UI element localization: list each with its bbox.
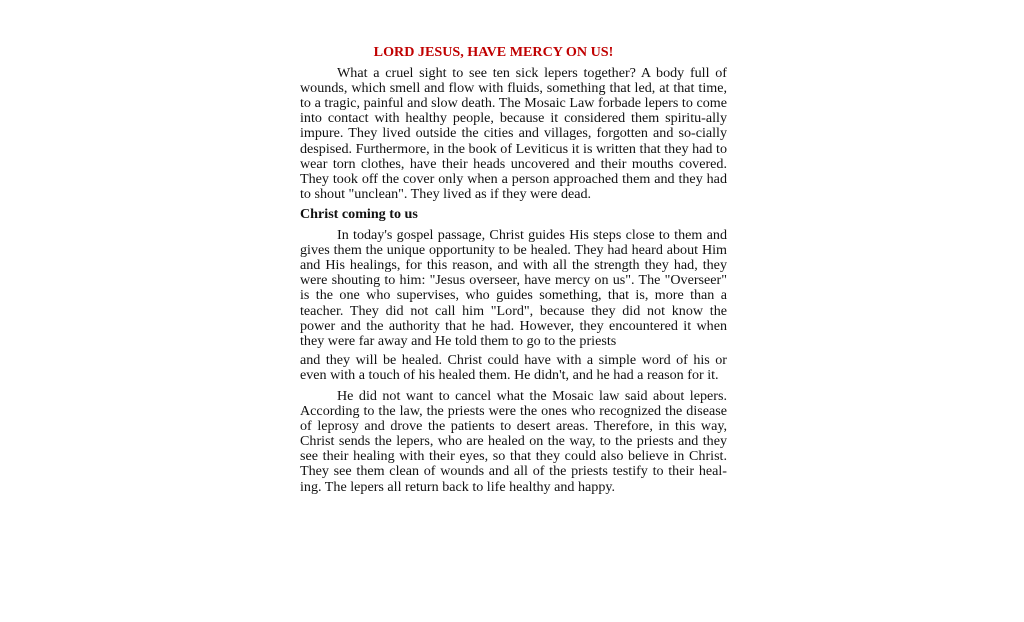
document-page bbox=[300, 45, 727, 495]
paragraph-intro: What a cruel sight to see ten sick lepers together? A body full of wounds, which smell and flow with fluids, something that led, at that time, to a tragic, painful and slow death. The Mosaic Law forbade lepers to come into contact with healthy people, because it considered them spiritu-ally impure. They lived outside the cities and villages, forgotten and so-cially despised. Furthermore, in the book of Leviticus it is written that they had to wear torn clothes, have their heads uncovered and their mouths covered. They took off the cover only when a person approached them and they had to shout "unclean". They lived as if they were dead. bbox=[300, 65, 727, 202]
page-title: LORD JESUS, HAVE MERCY ON US! bbox=[373, 44, 614, 60]
paragraph-continuation: and they will be healed. Christ could have with a simple word of his or even with a touch of his healed them. He didn't, and he had a reason for it. bbox=[300, 351, 727, 383]
paragraph-gospel: In today's gospel passage, Christ guides His steps close to them and gives them the unique opportunity to be healed. They had heard about Him and His healings, for this reason, and with all the strength they had, they were shouting to him: "Jesus overseer, have mercy on us". The "Overseer" is the one who supervises, who guides something, that is, more than a teacher. They did not call him "Lord", because they did not know the power and the authority that he had. However, they encountered it when they were far away and He told them to go to the priests bbox=[300, 227, 727, 349]
section-heading: Christ coming to us bbox=[300, 205, 418, 222]
paragraph-mosaic-law: He did not want to cancel what the Mosaic law said about lepers. According to the law, the priests were the ones who recognized the disease of leprosy and drove the patients to desert areas. Therefore, in this way, Christ sends the lepers, who are healed on the way, to the priests and they see their healing with their eyes, so that they could also believe in Christ. They see them clean of wounds and all of the priests testify to their heal-ing. The lepers all return back to life healthy and happy. bbox=[300, 387, 727, 495]
